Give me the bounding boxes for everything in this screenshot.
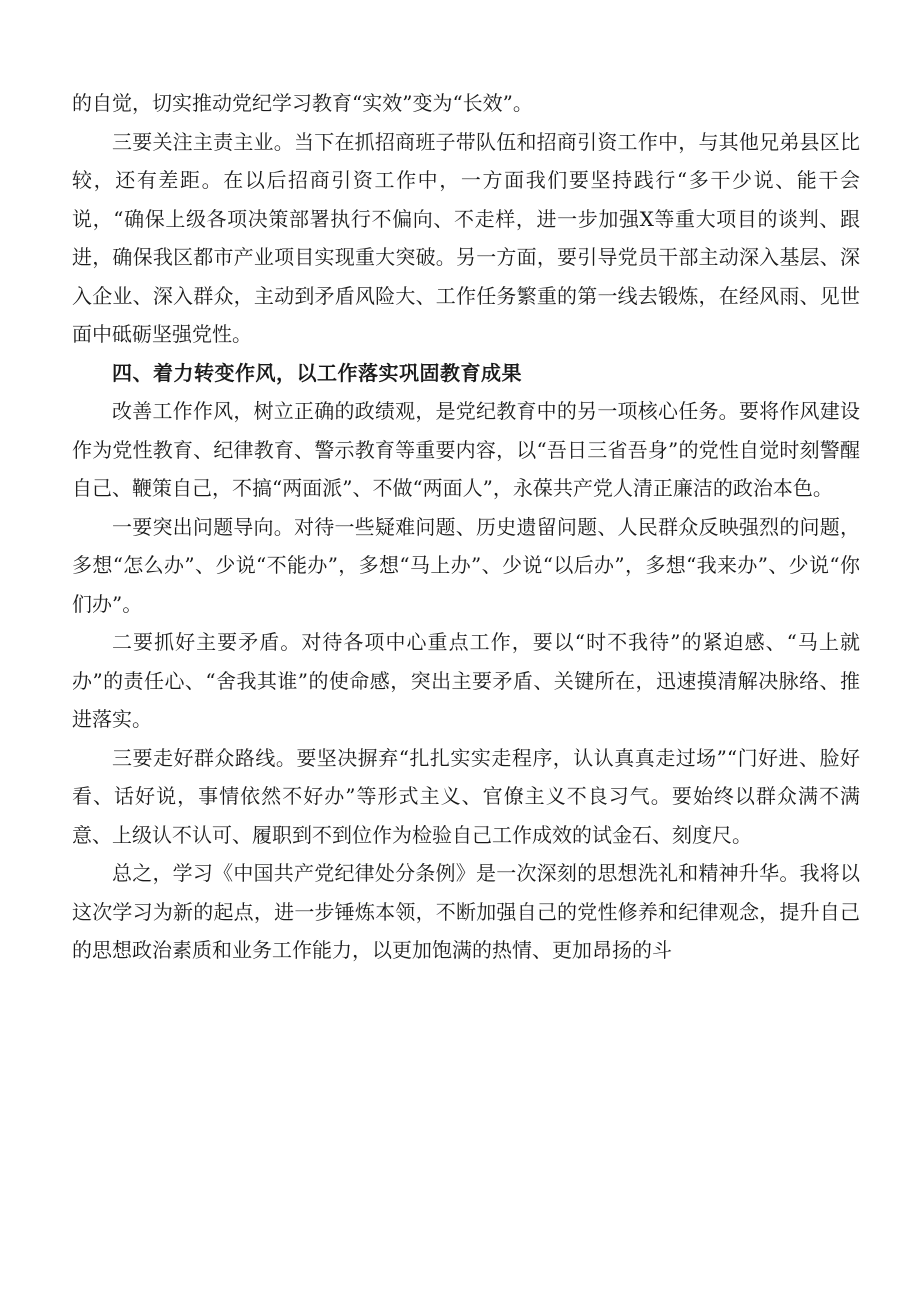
paragraph-continuation: 的自觉，切实推动党纪学习教育“实效”变为“长效”。 [72, 91, 533, 115]
paragraph-mass-line: 三要走好群众路线。要坚决摒弃“扎扎实实走程序，认认真真走过场”“门好进、脸好看、话好说，事情依然不好办”等形式主义、官僚主义不良习气。要始终以群众满不满意、上级认不认可、履职到不到位作为检验自己工作成效的试金石、刻度尺。 [72, 745, 860, 847]
paragraph-improve-work-style: 改善工作作风，树立正确的政绩观，是党纪教育中的另一项核心任务。要将作风建设作为党性教育、纪律教育、警示教育等重要内容，以“吾日三省吾身”的党性自觉时刻警醒自己、鞭策自己，不搞“两面派”、不做“两面人”，永葆共产党人清正廉洁的政治本色。 [72, 399, 860, 500]
paragraph-main-contradictions: 二要抓好主要矛盾。对待各项中心重点工作，要以“时不我待”的紧迫感、“马上就办”的责任心、“舍我其谁”的使命感，突出主要矛盾、关键所在，迅速摸清解决脉络、推进落实。 [72, 630, 860, 731]
paragraph-problem-oriented: 一要突出问题导向。对待一些疑难问题、历史遗留问题、人民群众反映强烈的问题，多想“怎么办”、少说“不能办”，多想“马上办”、少说“以后办”，多想“我来办”、少说“你们办”。 [72, 514, 860, 616]
document-body [72, 84, 860, 970]
section-heading: 四、着力转变作风，以工作落实巩固教育成果 [112, 360, 522, 385]
paragraph-conclusion: 总之，学习《中国共产党纪律处分条例》是一次深刻的思想洗礼和精神升华。我将以这次学习为新的起点，进一步锤炼本领，不断加强自己的党性修养和纪律观念，提升自己的思想政治素质和业务工作能力，以更加饱满的热情、更加昂扬的斗 [72, 861, 860, 962]
paragraph-focus-main-duties: 三要关注主责主业。当下在抓招商班子带队伍和招商引资工作中，与其他兄弟县区比较，还有差距。在以后招商引资工作中，一方面我们要坚持践行“多干少说、能干会说，“确保上级各项决策部署执行不偏向、不走样，进一步加强X等重大项目的谈判、跟进，确保我区都市产业项目实现重大突破。另一方面，要引导党员干部主动深入基层、深入企业、深入群众，主动到矛盾风险大、工作任务繁重的第一线去锻炼，在经风雨、见世面中砥砺坚强党性。 [72, 129, 860, 346]
